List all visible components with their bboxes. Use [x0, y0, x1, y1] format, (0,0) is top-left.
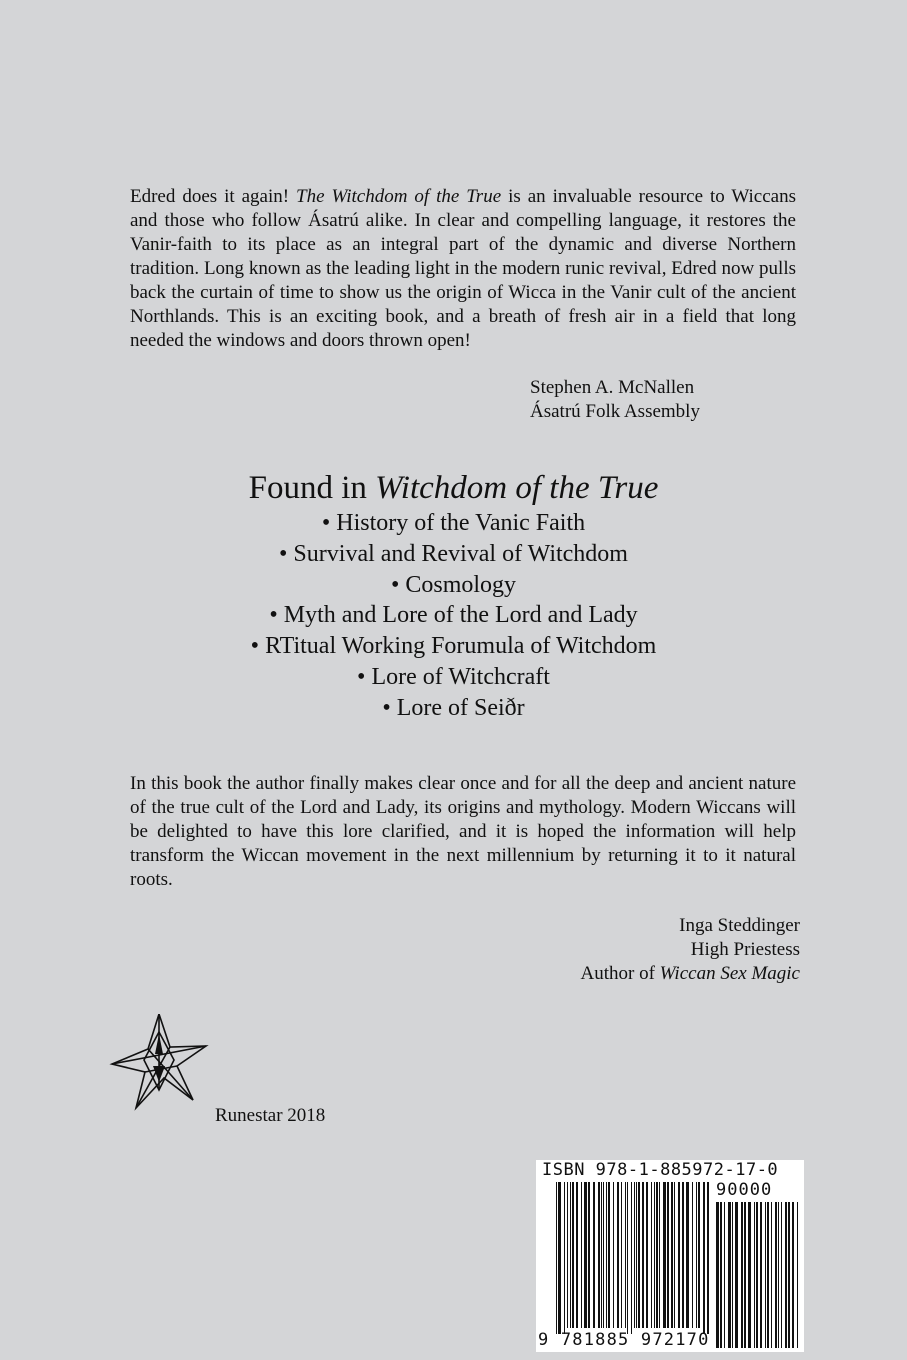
barcode-bar: [636, 1182, 637, 1328]
barcode-bar: [638, 1182, 640, 1328]
ean-digits: 9 781885 972170: [538, 1330, 710, 1350]
quote2-author-book: Wiccan Sex Magic: [659, 963, 800, 984]
barcode-addon-bar: [744, 1202, 746, 1348]
quote2-attribution-role: High Priestess: [690, 939, 800, 960]
barcode-bar: [698, 1182, 700, 1328]
barcode-bar: [598, 1182, 600, 1328]
barcode-addon-bar: [781, 1202, 782, 1348]
quote2-attribution-author: [560, 962, 800, 986]
barcode-bar: [576, 1182, 578, 1328]
barcode-bar: [627, 1182, 628, 1334]
barcode-addon-bar: [720, 1202, 722, 1348]
barcode-addon-bar: [754, 1202, 755, 1348]
barcode-addon-bar: [785, 1202, 787, 1348]
barcode-bar: [674, 1182, 675, 1328]
quote1-body: is an invaluable resource to Wiccans and those who follow Ásatrú alike. In clear and compelling language, it restores the Vanir-faith to its place as an integral part of the dynamic and diverse Northern tradition. Long known as the leading light in the modern runic revival, Edred now pulls back the curtain of time to show us the origin of Wicca in the Vanir cult of the ancient Northlands. This is an exciting book, and a breath of fresh air in a field that long needed the windows and doors thrown open!: [130, 186, 796, 351]
barcode-addon-bar: [735, 1202, 738, 1348]
barcode-bar: [572, 1182, 574, 1328]
barcode-addon-bar: [797, 1202, 798, 1348]
barcode-bar: [581, 1182, 582, 1328]
endorsement-quote-2: In this book the author finally makes clear once and for all the deep and ancient nature of the true cult of the Lord and Lady, its origins and mythology. Modern Wiccans will be delighted to have this lore clarified, and it is hoped the information will help transform the Wiccan movement in the next millennium by returning it to it natural roots.: [130, 773, 796, 890]
price-code: 90000: [716, 1180, 773, 1200]
barcode-bar: [692, 1182, 693, 1328]
isbn-barcode: [536, 1160, 804, 1352]
barcode-addon-bar: [771, 1202, 772, 1348]
barcode-bar: [707, 1182, 709, 1334]
barcode-bar: [601, 1182, 602, 1328]
barcode-bar: [656, 1182, 658, 1328]
contents-item: • Cosmology: [390, 571, 517, 598]
contents-heading-prefix: Found in: [248, 470, 376, 506]
barcode-addon-bar: [778, 1202, 779, 1348]
barcode-bar: [588, 1182, 590, 1328]
quote1-book-title: The Witchdom of the True: [296, 186, 502, 207]
contents-item: • Lore of Seiðr: [382, 694, 525, 721]
barcode-bar: [558, 1182, 561, 1334]
barcode-bar: [564, 1182, 565, 1334]
barcode-addon-bar: [760, 1202, 762, 1348]
barcode-bar: [703, 1182, 705, 1334]
barcode-bar: [654, 1182, 655, 1328]
barcode-bar: [667, 1182, 669, 1328]
barcode-addon-bar: [788, 1202, 790, 1348]
barcode-bar: [682, 1182, 684, 1328]
barcode-bar: [678, 1182, 680, 1328]
quote2-author-prefix: Author of: [580, 963, 660, 984]
barcode-bar: [613, 1182, 614, 1328]
barcode-bar: [631, 1182, 632, 1334]
quote2-attribution-name: Inga Steddinger: [679, 915, 800, 936]
barcode-bar: [659, 1182, 660, 1328]
quote2-attribution: [560, 914, 800, 986]
barcode-addon-bar: [716, 1202, 719, 1348]
barcode-addon-bar: [748, 1202, 751, 1348]
barcode-bar: [663, 1182, 666, 1328]
contents-item: • Survival and Revival of Witchdom: [279, 540, 628, 567]
barcode-bar: [642, 1182, 644, 1328]
contents-item: • RTitual Working Forumula of Witchdom: [250, 633, 657, 660]
contents-list: [0, 468, 907, 724]
contents-item: • History of the Vanic Faith: [321, 510, 586, 536]
barcode-addon-bar: [724, 1202, 725, 1348]
barcode-addon-bar: [775, 1202, 777, 1348]
barcode-bar: [570, 1182, 571, 1328]
barcode-addon-bar: [792, 1202, 794, 1348]
barcode-bar: [621, 1182, 622, 1328]
barcode-bar: [556, 1182, 557, 1334]
barcode-addon-bar: [756, 1202, 758, 1348]
barcode-bar: [584, 1182, 587, 1328]
barcode-bar: [634, 1182, 635, 1328]
barcode-addon-bar: [767, 1202, 769, 1348]
barcode-addon-bar: [765, 1202, 766, 1348]
barcode-bar: [617, 1182, 619, 1328]
contents-item: • Lore of Witchcraft: [357, 663, 550, 690]
barcode-addon-bar: [728, 1202, 731, 1348]
quote1-attribution-name: Stephen A. McNallen: [530, 377, 695, 398]
barcode-bar: [646, 1182, 648, 1328]
barcode-bar: [686, 1182, 689, 1328]
barcode-bar: [625, 1182, 626, 1328]
quote1-lead: Edred does it again!: [130, 186, 297, 207]
barcode-bar: [671, 1182, 673, 1328]
quote1-attribution-org: Ásatrú Folk Assembly: [530, 401, 700, 422]
isbn-number: ISBN 978-1-885972-17-0: [542, 1160, 779, 1180]
barcode-bar: [696, 1182, 697, 1328]
barcode-bar: [608, 1182, 610, 1328]
barcode-bar: [567, 1182, 568, 1328]
barcode-bar: [603, 1182, 604, 1328]
contents-heading-title: Witchdom of the True: [375, 470, 659, 506]
quote1-attribution: [530, 376, 700, 424]
contents-item: • Myth and Lore of the Lord and Lady: [269, 602, 638, 629]
barcode-addon-bar: [732, 1202, 733, 1348]
runestar-logo-icon: [108, 1014, 210, 1114]
barcode-bar: [651, 1182, 652, 1328]
barcode-addon-bar: [741, 1202, 743, 1348]
endorsement-quote-1: [130, 185, 796, 353]
barcode-bar: [593, 1182, 595, 1328]
contents-heading: [0, 468, 907, 508]
barcode-bar: [606, 1182, 607, 1328]
publisher-imprint: Runestar 2018: [215, 1105, 326, 1126]
